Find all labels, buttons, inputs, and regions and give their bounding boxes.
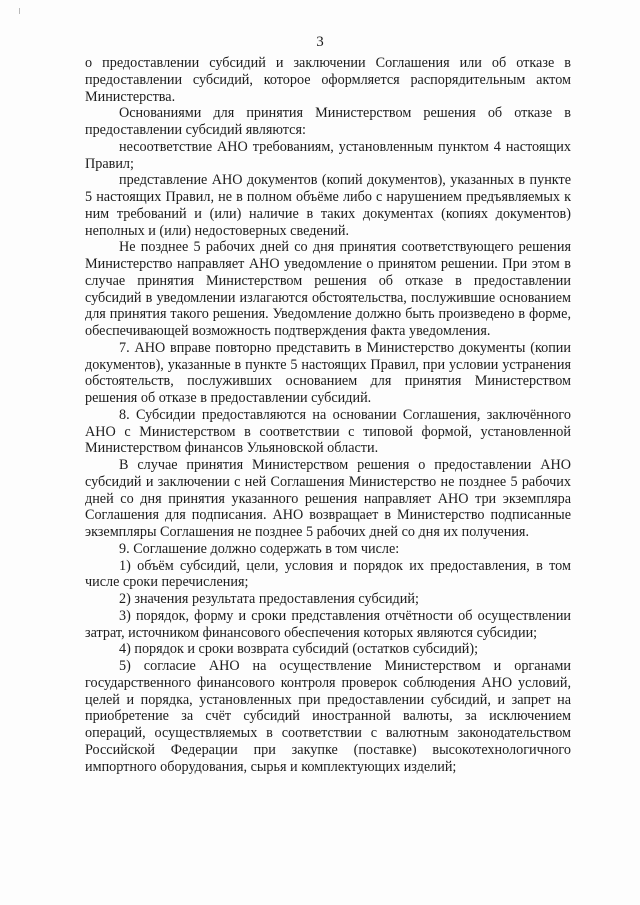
paragraph-decision-continuation: о предоставлении субсидий и заключении Соглашения или об отказе в предоставлении субсидий, которое оформляется распорядительным актом Министерства. <box>85 55 571 105</box>
list-item-4: 4) порядок и сроки возврата субсидий (остатков субсидий); <box>119 641 479 658</box>
paragraph-refusal-grounds: Основаниями для принятия Министерством решения об отказе в предоставлении субсидий являются: <box>85 105 571 138</box>
paragraph-item-7: 7. АНО вправе повторно представить в Министерство документы (копии документов), указанные в пункте 5 настоящих Правил, при условии устранения обстоятельств, послуживших основанием для принятия Министерством решения об отказе в предоставлении субсидий. <box>85 339 571 406</box>
paragraph-notification: Не позднее 5 рабочих дней со дня принятия соответствующего решения Министерство направляет АНО уведомление о принятом решении. При этом в случае принятия Министерством решения об отказе в предоставлении субсидий в уведомлении излагаются обстоятельства, послужившие основанием для принятия такого решения. Уведомление должно быть произведено в форме, обеспечивающей возможность подтверждения факта уведомления. <box>85 239 571 339</box>
list-item-2: 2) значения результата предоставления субсидий; <box>119 591 419 607</box>
page-number: 3 <box>316 34 324 50</box>
list-item-5: 5) согласие АНО на осуществление Министерством и органами государственного финансового контроля проверок соблюдения АНО условий, целей и порядка, установленных при предоставлении субсидий, и запрет на приобретение за счёт субсидий иностранной валюты, за исключением операций, осуществляемых в соответствии с валютным законодательством Российской Федерации при закупке (поставке) высокотехнологичного импортного оборудования, сырья и комплектующих изделий; <box>85 658 571 775</box>
paragraph-ground-documents: представление АНО документов (копий документов), указанных в пункте 5 настоящих Правил, не в полном объёме либо с нарушением предъявляемых к ним требований и (или) наличие в таких документах (копиях документов) неполных и (или) недостоверных сведений. <box>85 172 571 239</box>
paragraph-agreement-signing: В случае принятия Министерством решения о предоставлении АНО субсидий и заключении с ней Соглашения Министерство не позднее 5 рабочих дней со дня принятия указанного решения направляет АНО три экземпляра Соглашения для подписания. АНО возвращает в Министерство подписанные экземпляры Соглашения не позднее 5 рабочих дней со дня их получения. <box>85 457 571 540</box>
paragraph-ground-requirements: несоответствие АНО требованиям, установленным пунктом 4 настоящих Правил; <box>85 138 571 172</box>
document-body <box>85 55 571 775</box>
list-item-1: 1) объём субсидий, цели, условия и порядок их предоставления, в том числе сроки перечисления; <box>85 557 571 591</box>
paragraph-item-8: 8. Субсидии предоставляются на основании Соглашения, заключённого АНО с Министерством в соответствии с типовой формой, установленной Министерством финансов Ульяновской области. <box>85 406 571 457</box>
scan-mark <box>19 8 20 14</box>
list-item-3: 3) порядок, форму и сроки представления отчётности об осуществлении затрат, источником финансового обеспечения которых являются субсидии; <box>85 607 571 641</box>
paragraph-item-9: 9. Соглашение должно содержать в том числе: <box>119 540 400 557</box>
